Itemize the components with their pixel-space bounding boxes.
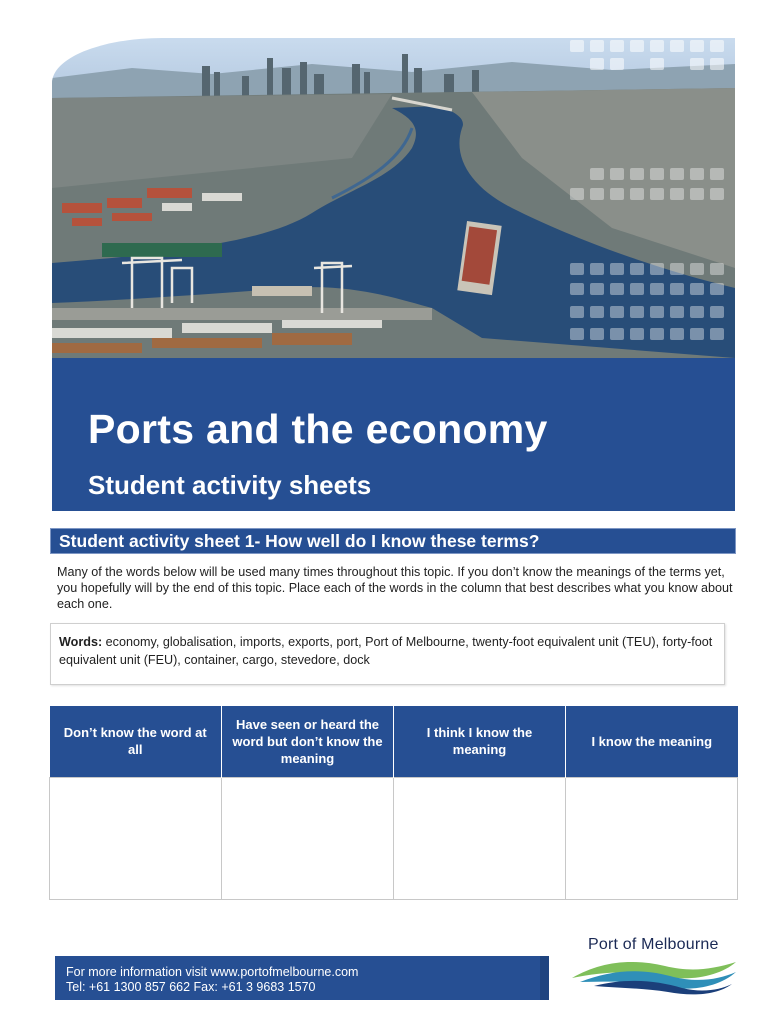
words-box	[50, 623, 725, 685]
hero-photo	[52, 38, 735, 358]
logo-text: Port of Melbourne	[588, 936, 719, 953]
answer-cell-think-i-know[interactable]	[394, 777, 566, 899]
title-band	[52, 358, 735, 511]
footer-contact-bar	[55, 956, 549, 1000]
words-list: economy, globalisation, imports, exports, port, Port of Melbourne, twenty-foot equivalent unit (TEU), forty-foot equivalent unit (FEU), container, cargo, stevedore, dock	[59, 635, 713, 667]
port-of-melbourne-logo-icon	[570, 952, 738, 996]
activity-sheet-heading-bar	[50, 528, 736, 554]
table-header-row	[50, 706, 738, 777]
answer-cell-know-meaning[interactable]	[566, 777, 738, 899]
column-header-seen-or-heard: Have seen or heard the word but don’t know the meaning	[222, 706, 394, 777]
page-subtitle: Student activity sheets	[88, 470, 372, 500]
column-header-think-i-know: I think I know the meaning	[394, 706, 566, 777]
activity-sheet-heading: Student activity sheet 1- How well do I know these terms?	[59, 531, 540, 551]
answer-cell-dont-know[interactable]	[50, 777, 222, 899]
column-header-know-meaning: I know the meaning	[566, 706, 738, 777]
words-label: Words:	[59, 635, 103, 649]
port-aerial-illustration	[52, 38, 735, 358]
footer-website-line: For more information visit www.portofmelbourne.com	[66, 965, 359, 979]
page-title: Ports and the economy	[88, 406, 548, 452]
footer-phone-fax-line: Tel: +61 1300 857 662 Fax: +61 3 9683 1570	[66, 980, 316, 994]
answer-cell-seen-or-heard[interactable]	[222, 777, 394, 899]
terms-table	[49, 706, 738, 900]
column-header-dont-know: Don’t know the word at all	[50, 706, 222, 777]
table-row	[50, 777, 738, 899]
intro-paragraph: Many of the words below will be used many times throughout this topic. If you don’t know the meanings of the terms yet, you hopefully will by the end of this topic. Place each of the words in the column that best describes what you know about each one.	[57, 565, 733, 611]
